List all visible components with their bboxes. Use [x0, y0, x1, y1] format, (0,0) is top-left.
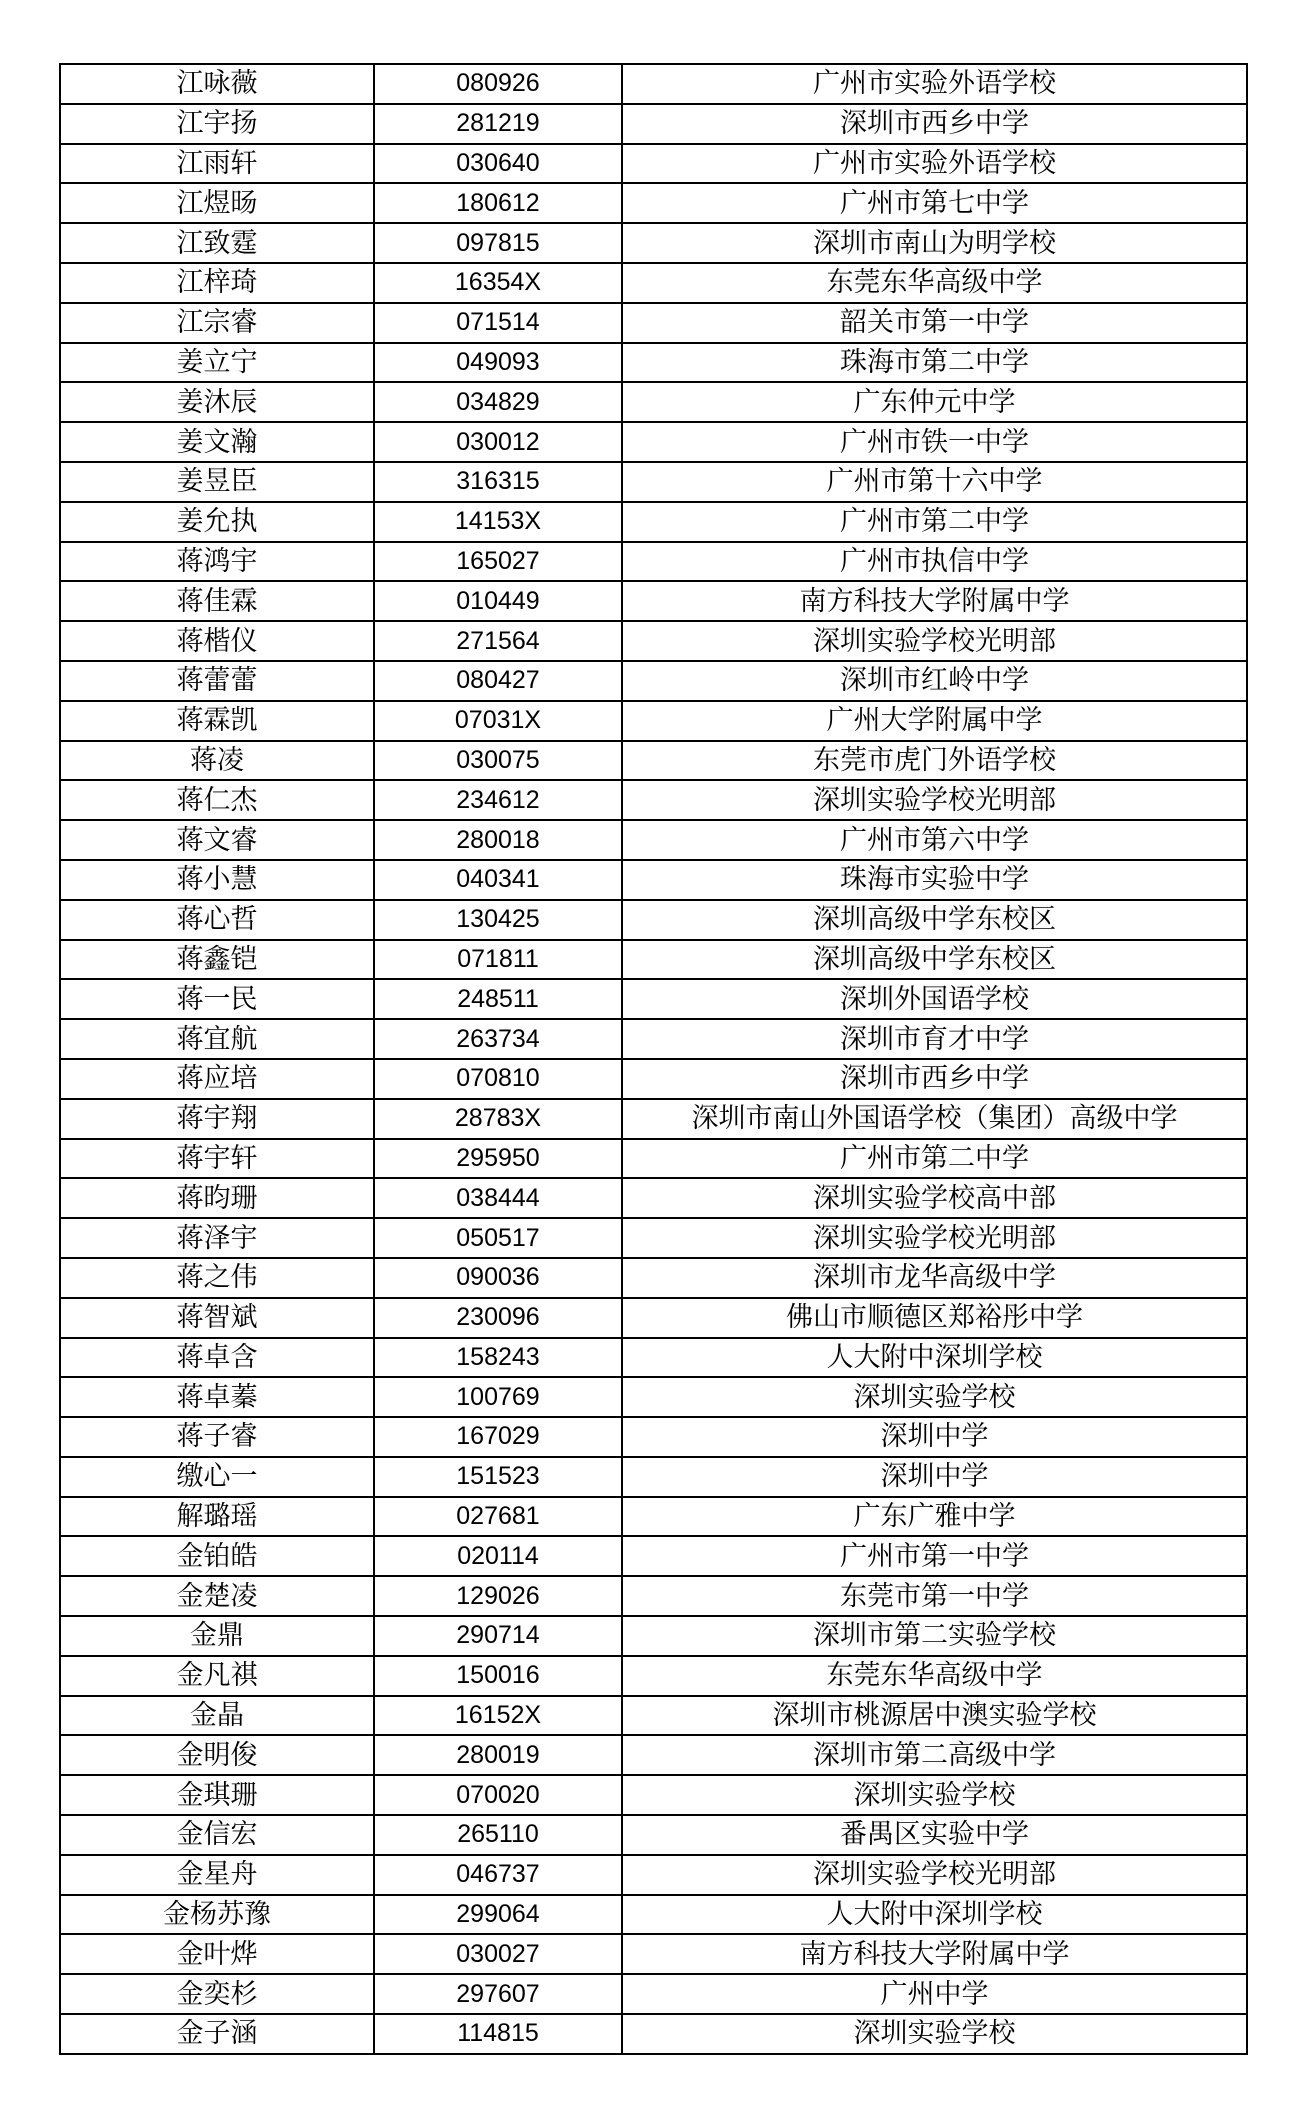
student-name-cell: 蒋仁杰 [60, 780, 374, 820]
student-id-cell: 130425 [374, 900, 622, 940]
student-id-cell: 080427 [374, 661, 622, 701]
student-id-cell: 180612 [374, 183, 622, 223]
school-name-cell: 深圳市红岭中学 [622, 661, 1247, 701]
student-name-cell: 金叶烨 [60, 1934, 374, 1974]
student-name-cell: 江致霆 [60, 223, 374, 263]
school-name-cell: 深圳实验学校光明部 [622, 621, 1247, 661]
table-row [60, 64, 1247, 104]
roster-table [59, 63, 1248, 2055]
student-id-cell: 248511 [374, 979, 622, 1019]
school-name-cell: 深圳市龙华高级中学 [622, 1258, 1247, 1298]
school-name-cell: 深圳中学 [622, 1417, 1247, 1457]
student-name-cell: 金晶 [60, 1696, 374, 1736]
table-row [60, 1497, 1247, 1537]
school-name-cell: 深圳实验学校 [622, 2014, 1247, 2054]
table-row [60, 382, 1247, 422]
school-name-cell: 广州市实验外语学校 [622, 144, 1247, 184]
student-id-cell: 265110 [374, 1815, 622, 1855]
student-id-cell: 158243 [374, 1338, 622, 1378]
student-id-cell: 034829 [374, 382, 622, 422]
student-name-cell: 蒋宇轩 [60, 1139, 374, 1179]
student-name-cell: 金奕杉 [60, 1974, 374, 2014]
student-name-cell: 金琪珊 [60, 1775, 374, 1815]
table-row [60, 1417, 1247, 1457]
student-name-cell: 蒋应培 [60, 1059, 374, 1099]
student-name-cell: 缴心一 [60, 1457, 374, 1497]
student-id-cell: 14153X [374, 502, 622, 542]
table-row [60, 1298, 1247, 1338]
table-row [60, 303, 1247, 343]
student-id-cell: 090036 [374, 1258, 622, 1298]
school-name-cell: 广州中学 [622, 1974, 1247, 2014]
student-name-cell: 金铂皓 [60, 1536, 374, 1576]
student-name-cell: 蒋卓含 [60, 1338, 374, 1378]
student-id-cell: 040341 [374, 860, 622, 900]
student-id-cell: 027681 [374, 1497, 622, 1537]
student-id-cell: 049093 [374, 343, 622, 383]
student-name-cell: 江咏薇 [60, 64, 374, 104]
student-name-cell: 蒋佳霖 [60, 581, 374, 621]
student-name-cell: 金鼎 [60, 1616, 374, 1656]
student-id-cell: 038444 [374, 1178, 622, 1218]
school-name-cell: 深圳实验学校 [622, 1775, 1247, 1815]
table-row [60, 1895, 1247, 1935]
student-name-cell: 蒋文睿 [60, 820, 374, 860]
student-name-cell: 蒋宜航 [60, 1019, 374, 1059]
table-row [60, 1656, 1247, 1696]
school-name-cell: 珠海市第二中学 [622, 343, 1247, 383]
table-row [60, 1019, 1247, 1059]
student-id-cell: 010449 [374, 581, 622, 621]
table-row [60, 820, 1247, 860]
student-id-cell: 071811 [374, 940, 622, 980]
student-id-cell: 165027 [374, 542, 622, 582]
student-name-cell: 姜立宁 [60, 343, 374, 383]
student-name-cell: 蒋霖凯 [60, 701, 374, 741]
student-name-cell: 蒋卓蓁 [60, 1377, 374, 1417]
student-id-cell: 046737 [374, 1855, 622, 1895]
student-name-cell: 蒋蕾蕾 [60, 661, 374, 701]
table-row [60, 1059, 1247, 1099]
table-row [60, 1934, 1247, 1974]
table-row [60, 741, 1247, 781]
school-name-cell: 深圳市第二高级中学 [622, 1735, 1247, 1775]
school-name-cell: 深圳市南山为明学校 [622, 223, 1247, 263]
student-id-cell: 129026 [374, 1576, 622, 1616]
student-id-cell: 295950 [374, 1139, 622, 1179]
school-name-cell: 深圳实验学校高中部 [622, 1178, 1247, 1218]
student-name-cell: 江雨轩 [60, 144, 374, 184]
student-name-cell: 蒋泽宇 [60, 1218, 374, 1258]
table-row [60, 1178, 1247, 1218]
student-id-cell: 030075 [374, 741, 622, 781]
school-name-cell: 广州市第七中学 [622, 183, 1247, 223]
table-row [60, 621, 1247, 661]
school-name-cell: 东莞市第一中学 [622, 1576, 1247, 1616]
table-row [60, 1696, 1247, 1736]
school-name-cell: 深圳实验学校光明部 [622, 1218, 1247, 1258]
table-row [60, 1099, 1247, 1139]
table-row [60, 581, 1247, 621]
school-name-cell: 韶关市第一中学 [622, 303, 1247, 343]
student-id-cell: 297607 [374, 1974, 622, 2014]
table-row [60, 1457, 1247, 1497]
student-name-cell: 蒋鑫铠 [60, 940, 374, 980]
table-row [60, 263, 1247, 303]
student-id-cell: 263734 [374, 1019, 622, 1059]
student-name-cell: 金明俊 [60, 1735, 374, 1775]
table-row [60, 900, 1247, 940]
school-name-cell: 深圳市桃源居中澳实验学校 [622, 1696, 1247, 1736]
school-name-cell: 珠海市实验中学 [622, 860, 1247, 900]
student-name-cell: 蒋凌 [60, 741, 374, 781]
school-name-cell: 广州市铁一中学 [622, 422, 1247, 462]
student-name-cell: 江煜旸 [60, 183, 374, 223]
school-name-cell: 广州大学附属中学 [622, 701, 1247, 741]
school-name-cell: 广州市第二中学 [622, 1139, 1247, 1179]
school-name-cell: 深圳市南山外国语学校（集团）高级中学 [622, 1099, 1247, 1139]
table-row [60, 1218, 1247, 1258]
student-id-cell: 114815 [374, 2014, 622, 2054]
school-name-cell: 人大附中深圳学校 [622, 1895, 1247, 1935]
school-name-cell: 东莞东华高级中学 [622, 1656, 1247, 1696]
student-id-cell: 290714 [374, 1616, 622, 1656]
student-id-cell: 100769 [374, 1377, 622, 1417]
student-id-cell: 050517 [374, 1218, 622, 1258]
table-row [60, 1735, 1247, 1775]
student-id-cell: 080926 [374, 64, 622, 104]
table-row [60, 542, 1247, 582]
table-row [60, 144, 1247, 184]
table-row [60, 422, 1247, 462]
school-name-cell: 广州市实验外语学校 [622, 64, 1247, 104]
student-id-cell: 299064 [374, 1895, 622, 1935]
school-name-cell: 东莞东华高级中学 [622, 263, 1247, 303]
table-row [60, 1855, 1247, 1895]
school-name-cell: 广州市执信中学 [622, 542, 1247, 582]
student-id-cell: 097815 [374, 223, 622, 263]
table-row [60, 701, 1247, 741]
school-name-cell: 广州市第十六中学 [622, 462, 1247, 502]
table-row [60, 780, 1247, 820]
student-id-cell: 281219 [374, 104, 622, 144]
school-name-cell: 广州市第一中学 [622, 1536, 1247, 1576]
student-name-cell: 姜沐辰 [60, 382, 374, 422]
student-id-cell: 234612 [374, 780, 622, 820]
student-id-cell: 07031X [374, 701, 622, 741]
school-name-cell: 南方科技大学附属中学 [622, 1934, 1247, 1974]
table-row [60, 1139, 1247, 1179]
table-row [60, 1536, 1247, 1576]
student-id-cell: 150016 [374, 1656, 622, 1696]
table-row [60, 1974, 1247, 2014]
student-name-cell: 蒋一民 [60, 979, 374, 1019]
school-name-cell: 深圳市西乡中学 [622, 104, 1247, 144]
student-name-cell: 蒋楷仪 [60, 621, 374, 661]
table-row [60, 1815, 1247, 1855]
table-row [60, 1258, 1247, 1298]
student-name-cell: 姜允执 [60, 502, 374, 542]
student-name-cell: 蒋小慧 [60, 860, 374, 900]
student-id-cell: 030027 [374, 1934, 622, 1974]
school-name-cell: 佛山市顺德区郑裕彤中学 [622, 1298, 1247, 1338]
table-row [60, 940, 1247, 980]
student-name-cell: 蒋心哲 [60, 900, 374, 940]
student-name-cell: 江梓琦 [60, 263, 374, 303]
student-name-cell: 姜昱臣 [60, 462, 374, 502]
student-name-cell: 金凡祺 [60, 1656, 374, 1696]
student-id-cell: 071514 [374, 303, 622, 343]
school-name-cell: 深圳市育才中学 [622, 1019, 1247, 1059]
table-row [60, 661, 1247, 701]
table-row [60, 1377, 1247, 1417]
school-name-cell: 广东广雅中学 [622, 1497, 1247, 1537]
student-name-cell: 解璐瑶 [60, 1497, 374, 1537]
school-name-cell: 深圳市西乡中学 [622, 1059, 1247, 1099]
table-row [60, 104, 1247, 144]
school-name-cell: 深圳高级中学东校区 [622, 940, 1247, 980]
table-row [60, 1775, 1247, 1815]
student-id-cell: 28783X [374, 1099, 622, 1139]
school-name-cell: 深圳市第二实验学校 [622, 1616, 1247, 1656]
student-id-cell: 167029 [374, 1417, 622, 1457]
table-row [60, 979, 1247, 1019]
student-id-cell: 020114 [374, 1536, 622, 1576]
school-name-cell: 广州市第六中学 [622, 820, 1247, 860]
table-row [60, 223, 1247, 263]
student-name-cell: 金信宏 [60, 1815, 374, 1855]
table-row [60, 1616, 1247, 1656]
student-id-cell: 030640 [374, 144, 622, 184]
school-name-cell: 广州市第二中学 [622, 502, 1247, 542]
student-name-cell: 金子涵 [60, 2014, 374, 2054]
student-name-cell: 江宗睿 [60, 303, 374, 343]
table-row [60, 1576, 1247, 1616]
student-id-cell: 070810 [374, 1059, 622, 1099]
school-name-cell: 人大附中深圳学校 [622, 1338, 1247, 1378]
table-row [60, 1338, 1247, 1378]
table-row [60, 2014, 1247, 2054]
student-name-cell: 江宇扬 [60, 104, 374, 144]
school-name-cell: 广东仲元中学 [622, 382, 1247, 422]
student-name-cell: 蒋昀珊 [60, 1178, 374, 1218]
student-name-cell: 姜文瀚 [60, 422, 374, 462]
student-name-cell: 金星舟 [60, 1855, 374, 1895]
student-id-cell: 030012 [374, 422, 622, 462]
school-name-cell: 南方科技大学附属中学 [622, 581, 1247, 621]
table-row [60, 343, 1247, 383]
student-id-cell: 230096 [374, 1298, 622, 1338]
school-name-cell: 深圳中学 [622, 1457, 1247, 1497]
school-name-cell: 深圳实验学校 [622, 1377, 1247, 1417]
student-id-cell: 316315 [374, 462, 622, 502]
school-name-cell: 深圳实验学校光明部 [622, 1855, 1247, 1895]
student-name-cell: 金楚凌 [60, 1576, 374, 1616]
school-name-cell: 深圳高级中学东校区 [622, 900, 1247, 940]
student-name-cell: 金杨苏豫 [60, 1895, 374, 1935]
student-id-cell: 16354X [374, 263, 622, 303]
student-name-cell: 蒋鸿宇 [60, 542, 374, 582]
student-name-cell: 蒋宇翔 [60, 1099, 374, 1139]
student-id-cell: 070020 [374, 1775, 622, 1815]
student-name-cell: 蒋之伟 [60, 1258, 374, 1298]
table-row [60, 860, 1247, 900]
student-id-cell: 280018 [374, 820, 622, 860]
roster-body [60, 64, 1247, 2054]
student-name-cell: 蒋子睿 [60, 1417, 374, 1457]
table-row [60, 183, 1247, 223]
table-row [60, 462, 1247, 502]
school-name-cell: 深圳实验学校光明部 [622, 780, 1247, 820]
table-row [60, 502, 1247, 542]
student-id-cell: 271564 [374, 621, 622, 661]
student-name-cell: 蒋智斌 [60, 1298, 374, 1338]
school-name-cell: 东莞市虎门外语学校 [622, 741, 1247, 781]
student-id-cell: 16152X [374, 1696, 622, 1736]
school-name-cell: 深圳外国语学校 [622, 979, 1247, 1019]
student-id-cell: 151523 [374, 1457, 622, 1497]
school-name-cell: 番禺区实验中学 [622, 1815, 1247, 1855]
student-id-cell: 280019 [374, 1735, 622, 1775]
